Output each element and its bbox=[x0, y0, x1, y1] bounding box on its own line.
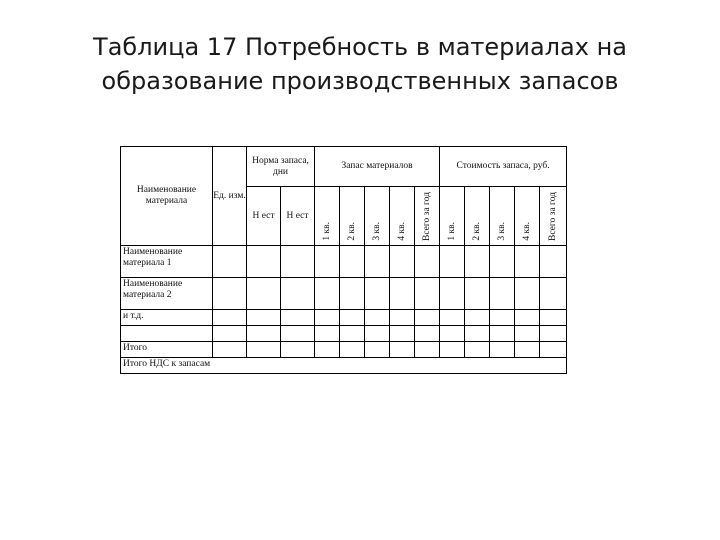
table-cell bbox=[390, 326, 415, 342]
table-cell bbox=[515, 326, 540, 342]
table-cell bbox=[465, 278, 490, 310]
table-cell bbox=[247, 342, 281, 358]
table-cell bbox=[490, 278, 515, 310]
table-cell bbox=[490, 310, 515, 326]
table-row bbox=[121, 310, 567, 326]
table-cell bbox=[390, 278, 415, 310]
table-cell bbox=[213, 326, 247, 342]
table-cell bbox=[247, 310, 281, 326]
header-stock-q2: 2 кв. bbox=[340, 187, 365, 246]
table-cell bbox=[365, 278, 390, 310]
header-name: Наименование материала bbox=[121, 147, 213, 246]
table-cell bbox=[213, 342, 247, 358]
table-cell bbox=[465, 342, 490, 358]
table-row bbox=[121, 278, 567, 310]
table-row bbox=[121, 358, 567, 374]
table-cell bbox=[340, 326, 365, 342]
table-cell bbox=[315, 326, 340, 342]
materials-requirements-table bbox=[120, 146, 567, 374]
requirements-table-container bbox=[120, 146, 567, 374]
header-row-1 bbox=[121, 147, 567, 187]
header-cost-q4: 4 кв. bbox=[515, 187, 540, 246]
table-cell bbox=[540, 310, 567, 326]
table-cell bbox=[465, 326, 490, 342]
table-cell bbox=[365, 310, 390, 326]
table-cell bbox=[440, 246, 465, 278]
header-cost: Стоимость запаса, руб. bbox=[440, 147, 567, 187]
header-norm: Норма запаса, дни bbox=[247, 147, 315, 187]
header-unit: Ед. изм. bbox=[213, 147, 247, 246]
table-cell bbox=[415, 278, 440, 310]
table-cell bbox=[247, 278, 281, 310]
table-cell bbox=[515, 342, 540, 358]
table-cell bbox=[515, 310, 540, 326]
table-cell bbox=[390, 342, 415, 358]
table-cell bbox=[213, 246, 247, 278]
table-cell bbox=[281, 342, 315, 358]
table-cell bbox=[465, 246, 490, 278]
header-stock-total: Всего за год bbox=[415, 187, 440, 246]
table-cell bbox=[440, 326, 465, 342]
table-cell bbox=[515, 246, 540, 278]
header-stock: Запас материалов bbox=[315, 147, 440, 187]
table-cell bbox=[340, 342, 365, 358]
table-cell bbox=[415, 326, 440, 342]
table-cell bbox=[213, 310, 247, 326]
table-cell bbox=[440, 342, 465, 358]
table-cell bbox=[340, 246, 365, 278]
header-stock-q3: 3 кв. bbox=[365, 187, 390, 246]
table-row bbox=[121, 326, 567, 342]
row-label: Итого НДС к запасам bbox=[121, 358, 567, 374]
table-cell bbox=[365, 326, 390, 342]
table-cell bbox=[440, 310, 465, 326]
table-cell bbox=[540, 342, 567, 358]
table-cell bbox=[365, 342, 390, 358]
row-label: Наименование материала 1 bbox=[121, 246, 213, 278]
table-cell bbox=[490, 326, 515, 342]
table-cell bbox=[515, 278, 540, 310]
title-line-2: образование производственных запасов bbox=[101, 67, 619, 95]
header-norm-a: Н ест bbox=[247, 187, 281, 246]
header-stock-q4: 4 кв. bbox=[390, 187, 415, 246]
row-label: и т.д. bbox=[121, 310, 213, 326]
table-cell bbox=[315, 342, 340, 358]
table-row bbox=[121, 342, 567, 358]
row-label bbox=[121, 326, 213, 342]
table-cell bbox=[390, 310, 415, 326]
header-norm-b: Н ест bbox=[281, 187, 315, 246]
table-cell bbox=[247, 326, 281, 342]
header-cost-q2: 2 кв. bbox=[465, 187, 490, 246]
header-cost-q1: 1 кв. bbox=[440, 187, 465, 246]
header-cost-total: Всего за год bbox=[540, 187, 567, 246]
table-cell bbox=[440, 278, 465, 310]
table-cell bbox=[490, 246, 515, 278]
table-cell bbox=[540, 278, 567, 310]
table-cell bbox=[281, 278, 315, 310]
table-cell bbox=[340, 278, 365, 310]
header-stock-q1: 1 кв. bbox=[315, 187, 340, 246]
table-cell bbox=[315, 278, 340, 310]
table-cell bbox=[315, 246, 340, 278]
table-cell bbox=[281, 310, 315, 326]
row-label: Итого bbox=[121, 342, 213, 358]
table-cell bbox=[415, 246, 440, 278]
table-cell bbox=[340, 310, 365, 326]
table-cell bbox=[540, 246, 567, 278]
table-cell bbox=[490, 342, 515, 358]
table-cell bbox=[465, 310, 490, 326]
table-cell bbox=[281, 326, 315, 342]
table-cell bbox=[247, 246, 281, 278]
slide-title bbox=[40, 30, 680, 98]
table-cell bbox=[281, 246, 315, 278]
title-line-1: Таблица 17 Потребность в материалах на bbox=[93, 33, 627, 61]
table-cell bbox=[213, 278, 247, 310]
table-cell bbox=[365, 246, 390, 278]
table-row bbox=[121, 246, 567, 278]
table-cell bbox=[415, 310, 440, 326]
row-label: Наименование материала 2 bbox=[121, 278, 213, 310]
header-cost-q3: 3 кв. bbox=[490, 187, 515, 246]
table-cell bbox=[315, 310, 340, 326]
table-cell bbox=[390, 246, 415, 278]
table-cell bbox=[415, 342, 440, 358]
table-cell bbox=[540, 326, 567, 342]
